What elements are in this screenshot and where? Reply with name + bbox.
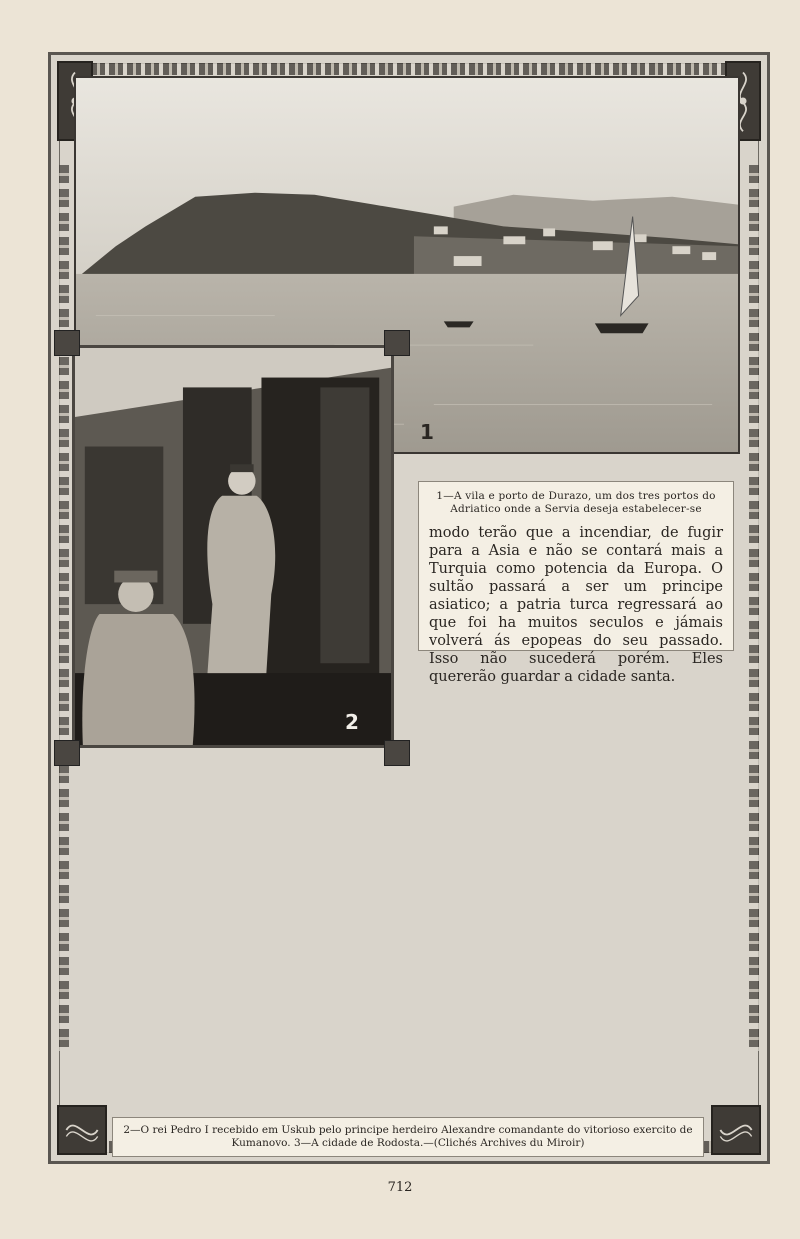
right-ornament-band	[749, 165, 759, 1051]
photo-number-2: 2	[345, 710, 359, 734]
corner-bracket-bl	[54, 740, 80, 766]
corner-bracket-tl	[54, 330, 80, 356]
top-ornament-band	[91, 63, 727, 75]
corner-ornament-bottom-left	[57, 1105, 107, 1155]
left-ornament-band	[59, 165, 69, 1051]
article-text: modo terão que a incendiar, de fugir para a Asia e não se contará mais a Turquia como potencia da Europa. O sultão passará a ser um principe asiatico; a patria turca regressará ao que foi ha muitos seculos e jámais volverá ás epopeas do seu passado. Isso não sucederá porém. Eles quererão guardar a cidade santa.	[429, 525, 723, 685]
corner-ornament-bottom-right	[711, 1105, 761, 1155]
photo1-caption: 1—A vila e porto de Durazo, um dos tres portos do Adriatico onde a Servia deseja estabelecer-se	[436, 490, 716, 515]
corner-bracket-br	[384, 740, 410, 766]
bottom-caption: 2—O rei Pedro I recebido em Uskub pelo principe herdeiro Alexandre comandante do vitorioso exercito de Kumanovo. 3—A cidade de Rodosta.—(Clichés Archives du Miroir)	[112, 1117, 704, 1157]
photo-king-pedro-train	[72, 345, 394, 748]
photo-number-1: 1	[420, 420, 434, 444]
corner-bracket-tr	[384, 330, 410, 356]
page-number: 712	[387, 1180, 413, 1195]
caption-article-box	[418, 481, 734, 685]
